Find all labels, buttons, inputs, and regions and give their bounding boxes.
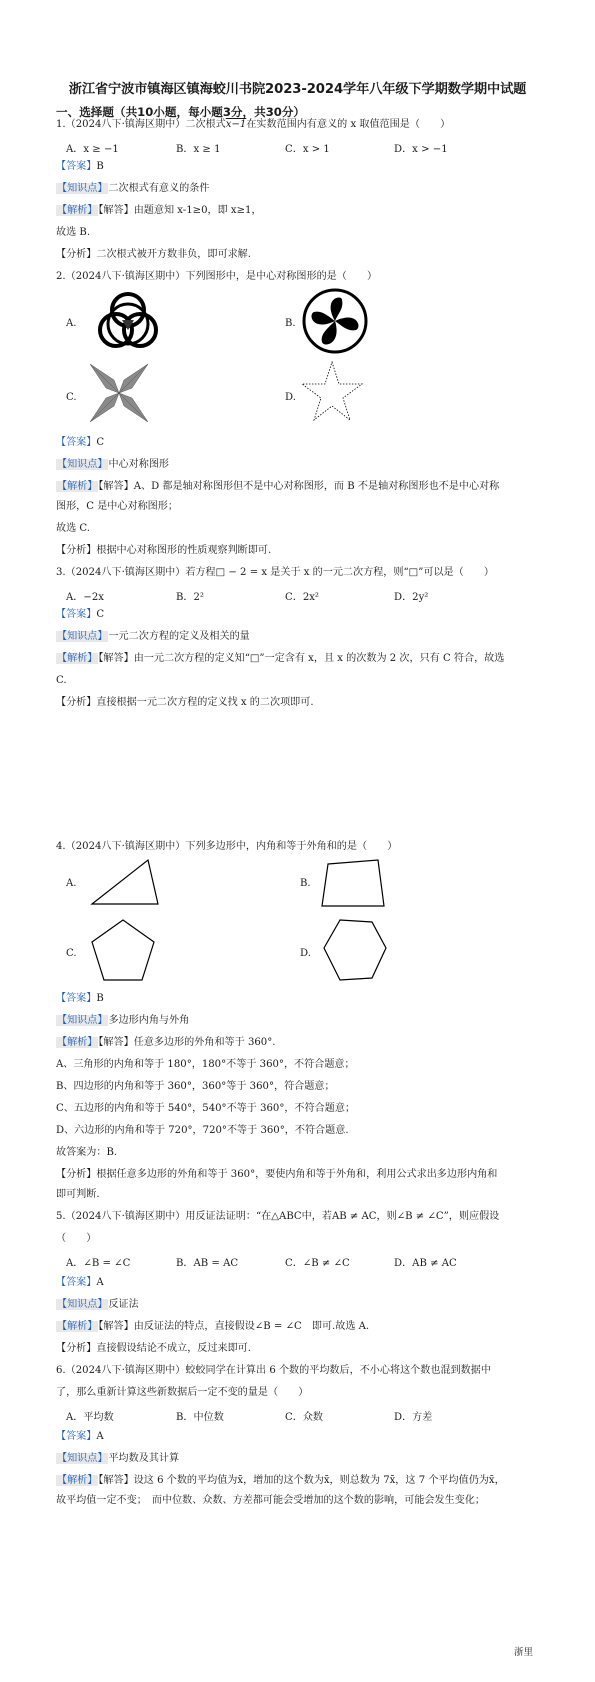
q4-summary-2: 即可判断.: [56, 1189, 100, 1200]
q1-option-a: A．x ≥ −1: [66, 144, 119, 155]
q3-analysis-2: C.: [56, 675, 67, 686]
q6-option-b: B．中位数: [176, 1412, 224, 1423]
q1-stem: 1.（2024八下·镇海区期中）二次根式x−1在实数范围内有意义的 x 取值范围是（ ）: [56, 119, 451, 130]
q2-option-c: C.: [66, 392, 77, 403]
q5-option-d: D．AB ≠ AC: [394, 1258, 457, 1269]
q3-option-d: D．2y²: [394, 592, 429, 603]
q1-answer: 【答案】B: [56, 161, 104, 172]
trefoil-knot-figure: [92, 290, 164, 354]
pentagon-figure: [90, 918, 156, 982]
q2-analysis-2: 图形，C 是中心对称图形；: [56, 501, 178, 512]
q5-knowledge: 【知识点】反证法: [57, 1299, 139, 1310]
flower-circle-figure: [302, 288, 368, 354]
quadrilateral-figure: [320, 858, 386, 908]
q6-option-c: C．众数: [285, 1412, 324, 1423]
q4-stem: 4.（2024八下·镇海区期中）下列多边形中，内角和等于外角和的是（ ）: [56, 841, 398, 852]
q3-option-b: B．2²: [176, 592, 204, 603]
q4-option-c: C.: [66, 948, 77, 959]
q5-stem-2: （ ）: [56, 1233, 97, 1244]
q6-stem-2: 了，那么重新计算这些新数据后一定不变的量是（ ）: [56, 1387, 309, 1398]
q5-analysis: 【解析】【解答】由反证法的特点，直接假设∠B = ∠C 即可.故选 A.: [57, 1321, 370, 1332]
q4-summary-1: 【分析】根据任意多边形的外角和等于 360°，要使内角和等于外角和，利用公式求出多边形内角和: [56, 1169, 498, 1180]
q5-option-b: B．AB = AC: [176, 1258, 239, 1269]
q1-option-c: C．x > 1: [285, 144, 330, 155]
q4-option-d: D.: [300, 948, 311, 959]
q6-answer: 【答案】A: [56, 1431, 104, 1442]
q2-option-d: D.: [285, 392, 296, 403]
q5-answer: 【答案】A: [56, 1277, 104, 1288]
q5-option-c: C．∠B ≠ ∠C: [285, 1258, 350, 1269]
q1-conclusion: 故选 B.: [56, 227, 91, 238]
q2-knowledge: 【知识点】中心对称图形: [57, 459, 170, 470]
q3-option-a: A．−2x: [66, 592, 104, 603]
q4-line-a: A、三角形的内角和等于 180°，180°不等于 360°，不符合题意；: [56, 1059, 355, 1070]
q2-option-a: A.: [66, 318, 77, 329]
q6-knowledge: 【知识点】平均数及其计算: [57, 1453, 180, 1464]
q4-line-b: B、四边形的内角和等于 360°，360°等于 360°，符合题意；: [56, 1081, 335, 1092]
q1-knowledge: 【知识点】二次根式有意义的条件: [57, 183, 210, 194]
q3-analysis-1: 【解析】【解答】由一元二次方程的定义知“□”一定含有 x，且 x 的次数为 2 次，只有 C 符合，故选: [57, 653, 505, 664]
q2-summary: 【分析】根据中心对称图形的性质观察判断即可.: [56, 545, 272, 556]
sqrt-radicand: x−1: [225, 119, 247, 130]
q2-stem: 2.（2024八下·镇海区期中）下列图形中，是中心对称图形的是（ ）: [56, 271, 378, 282]
q1-option-b: B．x ≥ 1: [176, 144, 221, 155]
q3-summary: 【分析】直接根据一元二次方程的定义找 x 的二次项即可.: [56, 697, 314, 708]
q2-analysis-1: 【解析】【解答】A、D 都是轴对称图形但不是中心对称图形，而 B 不是轴对称图形也不是中心对称: [57, 481, 500, 492]
q3-stem: 3.（2024八下·镇海区期中）若方程□ − 2 = x 是关于 x 的一元二次方程，则“□”可以是（ ）: [56, 567, 495, 578]
q4-conclusion: 故答案为：B.: [56, 1147, 118, 1158]
star-figure: [300, 360, 364, 424]
q6-analysis-2: 故平均值一定不变； 而中位数、众数、方差都可能会受增加的这个数的影响，可能会发生变化；: [56, 1495, 485, 1506]
q3-answer: 【答案】C: [56, 609, 105, 620]
q4-line-d: D、六边形的内角和等于 720°，720°不等于 360°，不符合题意.: [56, 1125, 349, 1136]
page-footer: 浙里: [513, 1647, 533, 1658]
q6-stem-1: 6.（2024八下·镇海区期中）蛟蛟同学在计算出 6 个数的平均数后，不小心将这个数也混到数据中: [56, 1365, 491, 1376]
section-heading: 一、选择题（共10小题，每小题3分，共30分）: [56, 105, 306, 119]
q2-option-b: B.: [285, 318, 296, 329]
q2-conclusion: 故选 C.: [56, 523, 90, 534]
q5-summary: 【分析】直接假设结论不成立，反过来即可.: [56, 1343, 251, 1354]
q6-analysis-1: 【解析】【解答】设这 6 个数的平均值为x̄，增加的这个数为x̄，则总数为 7x̄，这 7 个平均值仍为x̄，: [57, 1475, 505, 1486]
q4-option-a: A.: [66, 878, 77, 889]
q4-knowledge: 【知识点】多边形内角与外角: [57, 1015, 190, 1026]
triangle-figure: [90, 858, 160, 906]
hexagon-figure: [322, 918, 388, 982]
four-blade-figure: [88, 362, 150, 424]
q2-answer: 【答案】C: [56, 437, 105, 448]
q4-line-c: C、五边形的内角和等于 540°，540°不等于 360°，不符合题意；: [56, 1103, 356, 1114]
q6-option-a: A．平均数: [66, 1412, 114, 1423]
q1-analysis: 【解析】【解答】由题意知 x-1≥0，即 x≥1，: [57, 205, 262, 216]
q1-option-d: D．x > −1: [394, 144, 448, 155]
q4-answer: 【答案】B: [56, 993, 104, 1004]
q5-stem-1: 5.（2024八下·镇海区期中）用反证法证明：“在△ABC中，若AB ≠ AC，则∠B ≠ ∠C”，则应假设: [56, 1211, 500, 1222]
q3-option-c: C．2x²: [285, 592, 319, 603]
q5-option-a: A．∠B = ∠C: [66, 1258, 131, 1269]
page-title: 浙江省宁波市镇海区镇海蛟川书院2023-2024学年八年级下学期数学期中试题: [68, 82, 527, 97]
q4-analysis: 【解析】【解答】任意多边形的外角和等于 360°.: [57, 1037, 276, 1048]
q6-option-d: D．方差: [394, 1412, 433, 1423]
q3-knowledge: 【知识点】一元二次方程的定义及相关的量: [57, 631, 250, 642]
q1-summary: 【分析】二次根式被开方数非负，即可求解.: [56, 249, 251, 260]
q4-option-b: B.: [300, 878, 311, 889]
